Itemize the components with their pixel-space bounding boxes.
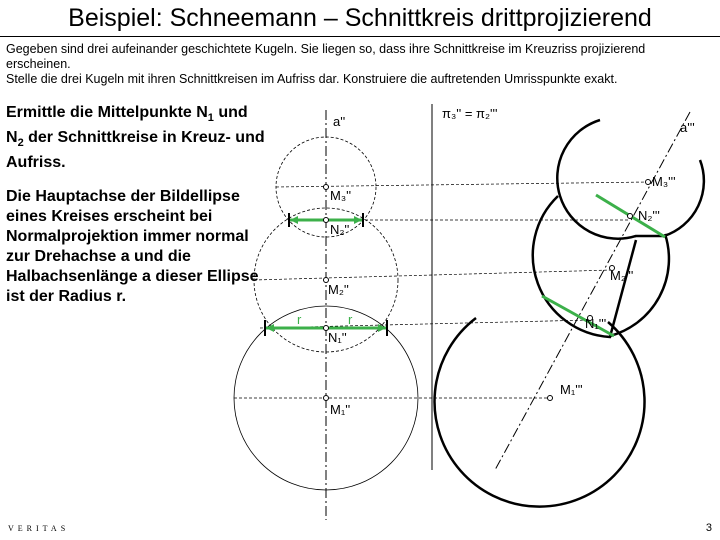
label-pi: π₃'' = π₂'''	[442, 106, 498, 121]
task-centers-text-3: der Schnittkreise in Kreuz- und Aufriss.	[6, 129, 265, 172]
point-m3-front	[324, 185, 329, 190]
point-m1-front	[324, 396, 329, 401]
task-centers-text-2: und N	[6, 104, 248, 147]
task-centers-text: Ermittle die Mittelpunkte N	[6, 104, 208, 121]
label-n1-front: N₁''	[328, 330, 347, 345]
sphere-2-side-right	[610, 234, 669, 336]
task-centers-sub-1: 1	[207, 112, 214, 125]
label-r-left: r	[297, 312, 302, 327]
label-m1-front: M₁''	[330, 402, 351, 417]
ref-line-m2	[254, 270, 612, 280]
task-ellipse-axis: Die Hauptachse der Bildellipse eines Kreises erscheint bei Normalprojektion immer normal zur Drehachse a und die Halbachsenlänge a dieser Ellipse ist der Radius r.	[6, 188, 259, 305]
point-m1-side	[548, 396, 553, 401]
label-m3-side: M₃'''	[652, 174, 676, 189]
label-m1-side: M₁'''	[560, 382, 583, 397]
intro-paragraph-1: Gegeben sind drei aufeinander geschichtete Kugeln. Sie liegen so, dass ihre Schnittkreise im Kreuzriss projizierend erscheinen.	[6, 42, 646, 71]
intro-paragraph-2: Stelle die drei Kugeln mit ihren Schnittkreisen im Aufriss dar. Konstruiere die auftretenden Umrisspunkte exakt.	[6, 72, 618, 86]
point-n2-side	[628, 214, 633, 219]
veritas-logo: VERITAS	[8, 524, 70, 533]
label-a3: a'''	[680, 120, 695, 135]
label-m2-front: M₂''	[328, 282, 349, 297]
page-title: Beispiel: Schneemann – Schnittkreis drittprojizierend	[0, 0, 720, 37]
label-m3-front: M₃''	[330, 188, 352, 203]
point-m3-side	[646, 180, 651, 185]
label-n2-side: N₂'''	[638, 208, 660, 223]
label-n2-front: N₂''	[330, 222, 350, 237]
label-a2: a''	[333, 114, 346, 129]
page-number: 3	[705, 522, 712, 534]
ref-line-m3	[276, 182, 648, 187]
sphere-1-side	[435, 318, 645, 507]
label-n1-side: N₁'''	[585, 316, 607, 331]
label-r-right: r	[348, 312, 353, 327]
point-n2-front	[324, 218, 329, 223]
label-m2-side: M₂'''	[610, 268, 634, 283]
sphere-3-side	[557, 120, 704, 239]
axis-a3	[495, 112, 690, 470]
task-centers-sub-2: 2	[17, 137, 24, 150]
